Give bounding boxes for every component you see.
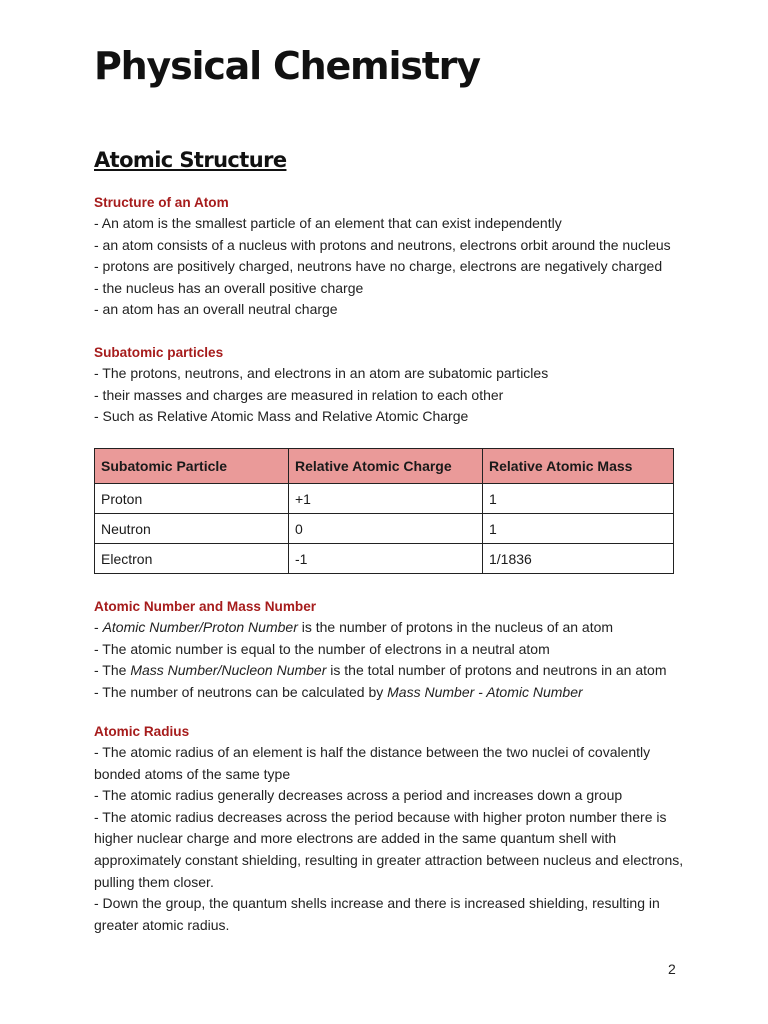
emphasis: Atomic Number/Proton Number (102, 619, 298, 635)
table-header: Relative Atomic Mass (483, 449, 674, 484)
emphasis: Mass Number - Atomic Number (387, 683, 583, 700)
table-cell: 1 (483, 514, 674, 544)
subatomic-line: - Such as Relative Atomic Mass and Relative Atomic Charge (94, 408, 469, 425)
emphasis: Mass Number/Nucleon Number (130, 662, 327, 679)
structure-line: - an atom consists of a nucleus with protons and neutrons, electrons orbit around the nucleus (94, 236, 671, 253)
radius-line: approximately constant shielding, resulting in greater attraction between nucleus and electrons, (94, 851, 684, 868)
section-heading: Atomic Structure (94, 148, 287, 172)
atomic-number-line (94, 660, 684, 682)
table-cell: +1 (289, 484, 483, 514)
radius-heading: Atomic Radius (94, 724, 190, 739)
table-header: Relative Atomic Charge (289, 449, 483, 484)
table-cell: Electron (95, 544, 289, 574)
table-row (95, 514, 674, 544)
subatomic-heading: Subatomic particles (94, 345, 224, 360)
radius-line: - Down the group, the quantum shells increase and there is increased shielding, resulting in (94, 895, 660, 912)
structure-line: - An atom is the smallest particle of an element that can exist independently (94, 215, 562, 231)
subatomic-line: - The protons, neutrons, and electrons in an atom are subatomic particles (94, 365, 549, 381)
particle-table (94, 448, 674, 574)
structure-section (94, 193, 684, 321)
atomic-number-line (94, 682, 684, 704)
table-cell: Proton (95, 484, 289, 514)
table-cell: 1/1836 (483, 544, 674, 574)
atomic-number-line: - The atomic number is equal to the number of electrons in a neutral atom (94, 640, 550, 657)
text: - The number of neutrons can be calculated by (94, 683, 388, 700)
table-cell: 0 (289, 514, 483, 544)
radius-line: greater atomic radius. (94, 916, 230, 933)
text: - (94, 619, 103, 635)
subatomic-section (94, 343, 684, 428)
radius-section (94, 722, 684, 936)
table-header: Subatomic Particle (95, 449, 289, 484)
page-title: Physical Chemistry (94, 44, 480, 88)
structure-line: - protons are positively charged, neutrons have no charge, electrons are negatively charged (94, 258, 663, 275)
radius-line: - The atomic radius generally decreases across a period and increases down a group (94, 787, 623, 804)
atomic-number-section (94, 597, 684, 703)
radius-line: bonded atoms of the same type (94, 765, 291, 782)
table-cell: Neutron (95, 514, 289, 544)
table-cell: -1 (289, 544, 483, 574)
radius-line: pulling them closer. (94, 873, 214, 890)
particle-table-wrap (94, 448, 684, 574)
structure-heading: Structure of an Atom (94, 195, 229, 210)
structure-line: - an atom has an overall neutral charge (94, 301, 338, 318)
table-header-row (95, 449, 674, 484)
text: - The (94, 662, 131, 679)
document-body (94, 38, 684, 933)
radius-line: higher nuclear charge and more electrons are added in the same quantum shell with (94, 830, 617, 847)
atomic-number-heading: Atomic Number and Mass Number (94, 599, 317, 614)
subatomic-line: - their masses and charges are measured in relation to each other (94, 386, 504, 403)
radius-line: - The atomic radius of an element is half the distance between the two nuclei of covalently (94, 744, 651, 760)
table-cell: 1 (483, 484, 674, 514)
text: is the number of protons in the nucleus of an atom (297, 619, 614, 635)
table-row (95, 544, 674, 574)
table-row (95, 484, 674, 514)
page-number: 2 (668, 961, 676, 977)
structure-line: - the nucleus has an overall positive charge (94, 279, 364, 296)
atomic-number-line (94, 617, 684, 639)
text: is the total number of protons and neutrons in an atom (326, 662, 667, 679)
radius-line: - The atomic radius decreases across the period because with higher proton number there is (94, 808, 667, 825)
